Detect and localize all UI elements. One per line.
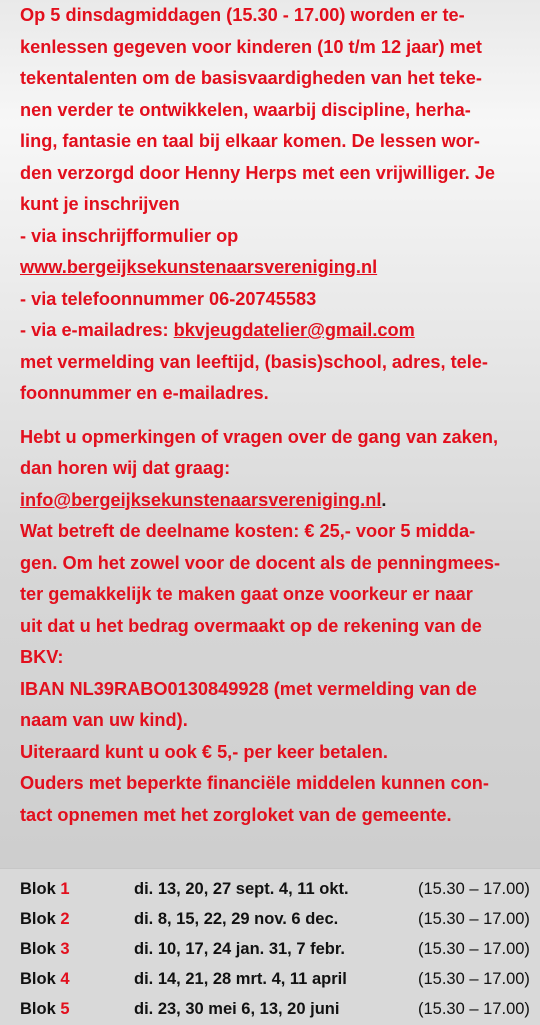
- block-word: Blok: [20, 910, 56, 928]
- schedule-row: [0, 994, 540, 1024]
- block-label: [20, 904, 70, 934]
- text-line: foonnummer en e-mailadres.: [20, 383, 269, 403]
- text-line: - via inschrijfformulier op: [20, 225, 239, 246]
- block-time: (15.30 – 17.00): [418, 880, 530, 898]
- text-line: ling, fantasie en taal bij elkaar komen. De lessen wor-: [20, 131, 480, 151]
- block-dates: di. 8, 15, 22, 29 nov. 6 dec.: [134, 910, 339, 928]
- schedule-table: [0, 868, 540, 1025]
- block-label: [20, 994, 70, 1024]
- text-line: Uiteraard kunt u ook € 5,- per keer betalen.: [20, 741, 388, 762]
- text-line: Wat betreft de deelname kosten: € 25,- voor 5 midda-: [20, 521, 476, 541]
- block-word: Blok: [20, 1000, 56, 1018]
- paragraph-registration: [20, 0, 532, 410]
- block-label: [20, 874, 70, 904]
- block-time: (15.30 – 17.00): [418, 910, 530, 928]
- text-line: Hebt u opmerkingen of vragen over de gang van zaken,: [20, 426, 499, 447]
- text-line: den verzorgd door Henny Herps met een vrijwilliger. Je: [20, 162, 496, 183]
- block-dates: di. 23, 30 mei 6, 13, 20 juni: [134, 1000, 340, 1018]
- block-dates: di. 13, 20, 27 sept. 4, 11 okt.: [134, 880, 349, 898]
- email-link[interactable]: bkvjeugdatelier@gmail.com: [173, 320, 415, 340]
- text-line: kunt je inschrijven: [20, 194, 180, 214]
- text-line: nen verder te ontwikkelen, waarbij discipline, herha-: [20, 99, 471, 120]
- schedule-row: [0, 934, 540, 964]
- text-line: Op 5 dinsdagmiddagen (15.30 - 17.00) worden er te-: [20, 5, 465, 25]
- block-number: 5: [60, 1000, 70, 1018]
- website-link[interactable]: www.bergeijksekunstenaarsvereniging.nl: [20, 257, 378, 277]
- text-line: tekentalenten om de basisvaardigheden van het teke-: [20, 68, 482, 88]
- email-line: [20, 315, 532, 347]
- block-number: 2: [60, 910, 70, 928]
- text-line: Ouders met beperkte financiële middelen kunnen con-: [20, 773, 489, 793]
- text-line: gen. Om het zowel voor de docent als de penningmees-: [20, 552, 501, 573]
- info-suffix: .: [381, 489, 387, 510]
- text-line: IBAN NL39RABO0130849928 (met vermelding van de: [20, 678, 477, 699]
- block-number: 4: [60, 970, 70, 988]
- text-line: uit dat u het bedrag overmaakt op de rekening van de: [20, 615, 482, 636]
- text-line: met vermelding van leeftijd, (basis)school, adres, tele-: [20, 351, 488, 372]
- block-word: Blok: [20, 970, 56, 988]
- paragraph-gap: [20, 410, 532, 422]
- text-line: dan horen wij dat graag:: [20, 458, 231, 478]
- main-text: [20, 0, 532, 831]
- text-line: BKV:: [20, 647, 64, 667]
- block-word: Blok: [20, 880, 56, 898]
- block-time: (15.30 – 17.00): [418, 970, 530, 988]
- phone-line: - via telefoonnummer 06-20745583: [20, 288, 317, 309]
- block-label: [20, 934, 70, 964]
- block-dates: di. 14, 21, 28 mrt. 4, 11 april: [134, 970, 347, 988]
- website-line: [20, 252, 532, 284]
- schedule-row: [0, 904, 540, 934]
- schedule-row: [0, 964, 540, 994]
- email-prefix: - via e-mailadres:: [20, 320, 174, 340]
- text-line: kenlessen gegeven voor kinderen (10 t/m 12 jaar) met: [20, 36, 482, 57]
- block-label: [20, 964, 70, 994]
- block-time: (15.30 – 17.00): [418, 1000, 530, 1018]
- block-number: 1: [60, 880, 70, 898]
- block-word: Blok: [20, 940, 56, 958]
- info-line: [20, 485, 532, 517]
- paragraph-questions-costs: [20, 422, 532, 832]
- schedule-row: [0, 874, 540, 904]
- info-email-link[interactable]: info@bergeijksekunstenaarsvereniging.nl: [20, 489, 382, 510]
- block-dates: di. 10, 17, 24 jan. 31, 7 febr.: [134, 940, 345, 958]
- text-line: tact opnemen met het zorgloket van de gemeente.: [20, 804, 452, 825]
- block-time: (15.30 – 17.00): [418, 940, 530, 958]
- text-line: naam van uw kind).: [20, 710, 188, 730]
- text-line: ter gemakkelijk te maken gaat onze voorkeur er naar: [20, 584, 473, 604]
- block-number: 3: [60, 940, 70, 958]
